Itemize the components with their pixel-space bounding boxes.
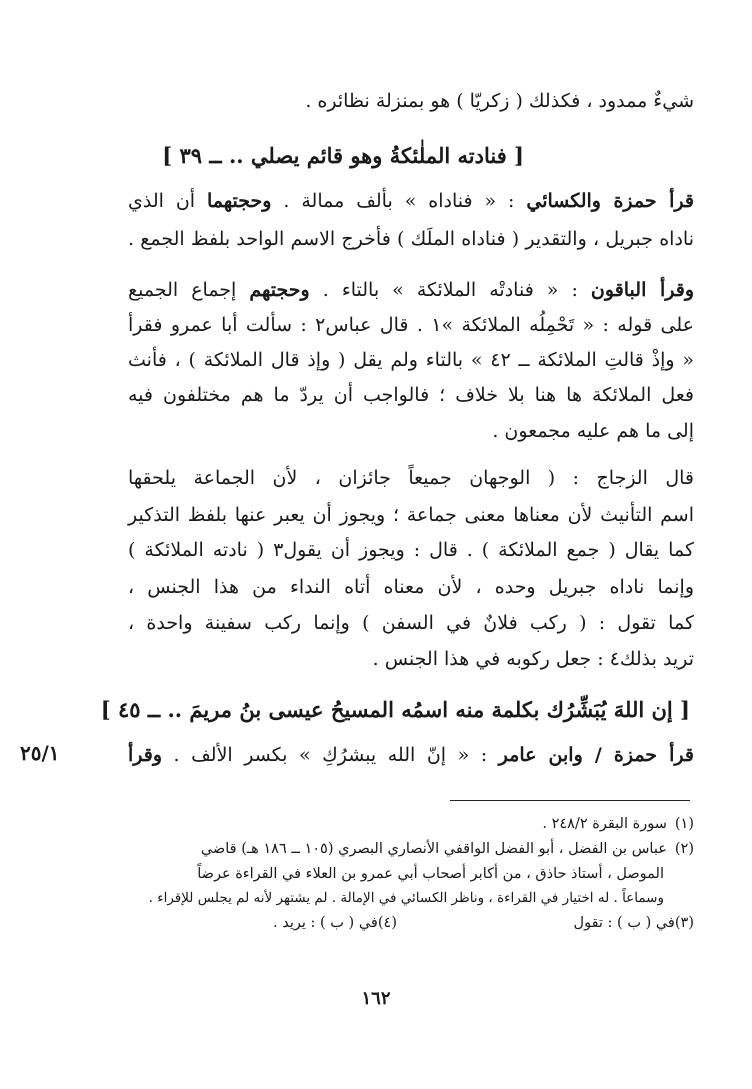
- reader-names: قرأ حمزة والكسائي: [526, 190, 694, 212]
- text-fragment: إجماع الجميع: [128, 279, 250, 301]
- footnote-number: (٤): [377, 915, 397, 931]
- text-line-4: [128, 275, 694, 305]
- text-line-7: فعل الملائكة ها هنا بلا خلاف ؛ فالواجب أن يردّ ما هم مختلفون فيه: [128, 384, 694, 406]
- text-line-14: تريد بذلك٤ : جعل ركوبه في هذا الجنس .: [372, 648, 694, 670]
- footnote-divider: [450, 800, 690, 801]
- text-line-15: [128, 740, 694, 770]
- footnote-3: [574, 912, 694, 934]
- text-line-1: شيءٌ ممدود ، فكذلك ( زكريّا ) هو بمنزلة نظائره .: [305, 90, 694, 112]
- reader-label: وقرأ: [128, 744, 163, 766]
- argument-label: وحجتهما: [207, 190, 272, 212]
- text-fragment: أن الذي: [128, 190, 208, 212]
- page-number: ١٦٢: [361, 988, 391, 1009]
- text-line-10: اسم التأنيث لأن معناها معنى جماعة ؛ ويجوز أن يعبر عنها بلفظ التذكير: [128, 504, 694, 526]
- text-line-5: على قوله : « تَحْمِلُه الملائكة »١ . قال عباس٢ : سألت أبا عمرو فقرأ: [128, 314, 694, 336]
- footnote-number: (٣): [674, 915, 694, 931]
- text-fragment: : « إنّ الله يبشرُكِ » بكسر الألف .: [162, 744, 499, 766]
- footnote-1: [128, 813, 694, 835]
- text-line-3: ناداه جبريل ، والتقدير ( فناداه الملَك ) فأخرج الاسم الواحد بلفظ الجمع .: [128, 228, 694, 250]
- footnote-text: عباس بن الفضل ، أبو الفضل الواقفي الأنصاري البصري (١٠٥ ــ ١٨٦ هـ) قاضي: [200, 841, 667, 857]
- text-line-2: [128, 186, 694, 216]
- footnote-2-continued: وسماعاً . له اختيار في القراءة ، وناظر الكسائي في الإمالة . لم يشتهر لأنه لم يجلس للإقراء .: [148, 890, 664, 906]
- verse-heading-39: [ فنادته الملٰئكةُ وهو قائم يصلي .. ــ ٣٩ ]: [162, 143, 524, 168]
- text-line-12: وإنما ناداه جبريل وحده ، لأن معناه أتاه النداء من هذا الجنس ،: [128, 576, 694, 598]
- footnote-number: (١): [674, 816, 694, 832]
- footnote-2: [128, 838, 694, 860]
- reader-names: قرأ حمزة / وابن عامر: [498, 744, 695, 766]
- text-fragment: : « فنادتْه الملائكة » بالتاء .: [309, 279, 591, 301]
- text-line-8: إلى ما هم عليه مجمعون .: [492, 420, 694, 442]
- footnote-2-continued: الموصل ، أستاذ حاذق ، من أكابر أصحاب أبي عمرو بن العلاء في القراءة عرضاً: [197, 866, 664, 882]
- text-line-11: كما يقال ( جمع الملائكة ) . قال : ويجوز أن يقول٣ ( نادته الملائكة ): [128, 539, 694, 561]
- text-fragment: : « فناداه » بألف ممالة .: [271, 190, 527, 212]
- footnote-number: (٢): [674, 841, 694, 857]
- footnote-text: سورة البقرة ٢٤٨/٢ .: [542, 816, 667, 832]
- footnote-text: في ( ب ) : يريد .: [273, 915, 378, 931]
- reader-names: وقرأ الباقون: [590, 279, 694, 301]
- footnote-4: [273, 912, 397, 934]
- text-line-6: « وإذْ قالتِ الملائكة ــ ٤٢ » بالتاء ولم يقل ( وإذ قال الملائكة ) ، فأنث: [128, 349, 694, 371]
- text-line-13: كما تقول : ( ركب فلانٌ في السفن ) وإنما ركب سفينة واحدة ،: [128, 612, 694, 634]
- margin-reference: ٢٥/١: [20, 741, 60, 765]
- verse-heading-45: [ إن اللهَ يُبَشِّرُك بكلمة منه اسمُه المسيحُ عيسى بنُ مريمَ .. ــ ٤٥ ]: [100, 697, 690, 722]
- footnote-text: في ( ب ) : تقول: [573, 915, 675, 931]
- text-line-9: قال الزجاج : ( الوجهان جميعاً جائزان ، لأن الجماعة يلحقها: [128, 467, 694, 489]
- argument-label: وحجتهم: [249, 279, 310, 301]
